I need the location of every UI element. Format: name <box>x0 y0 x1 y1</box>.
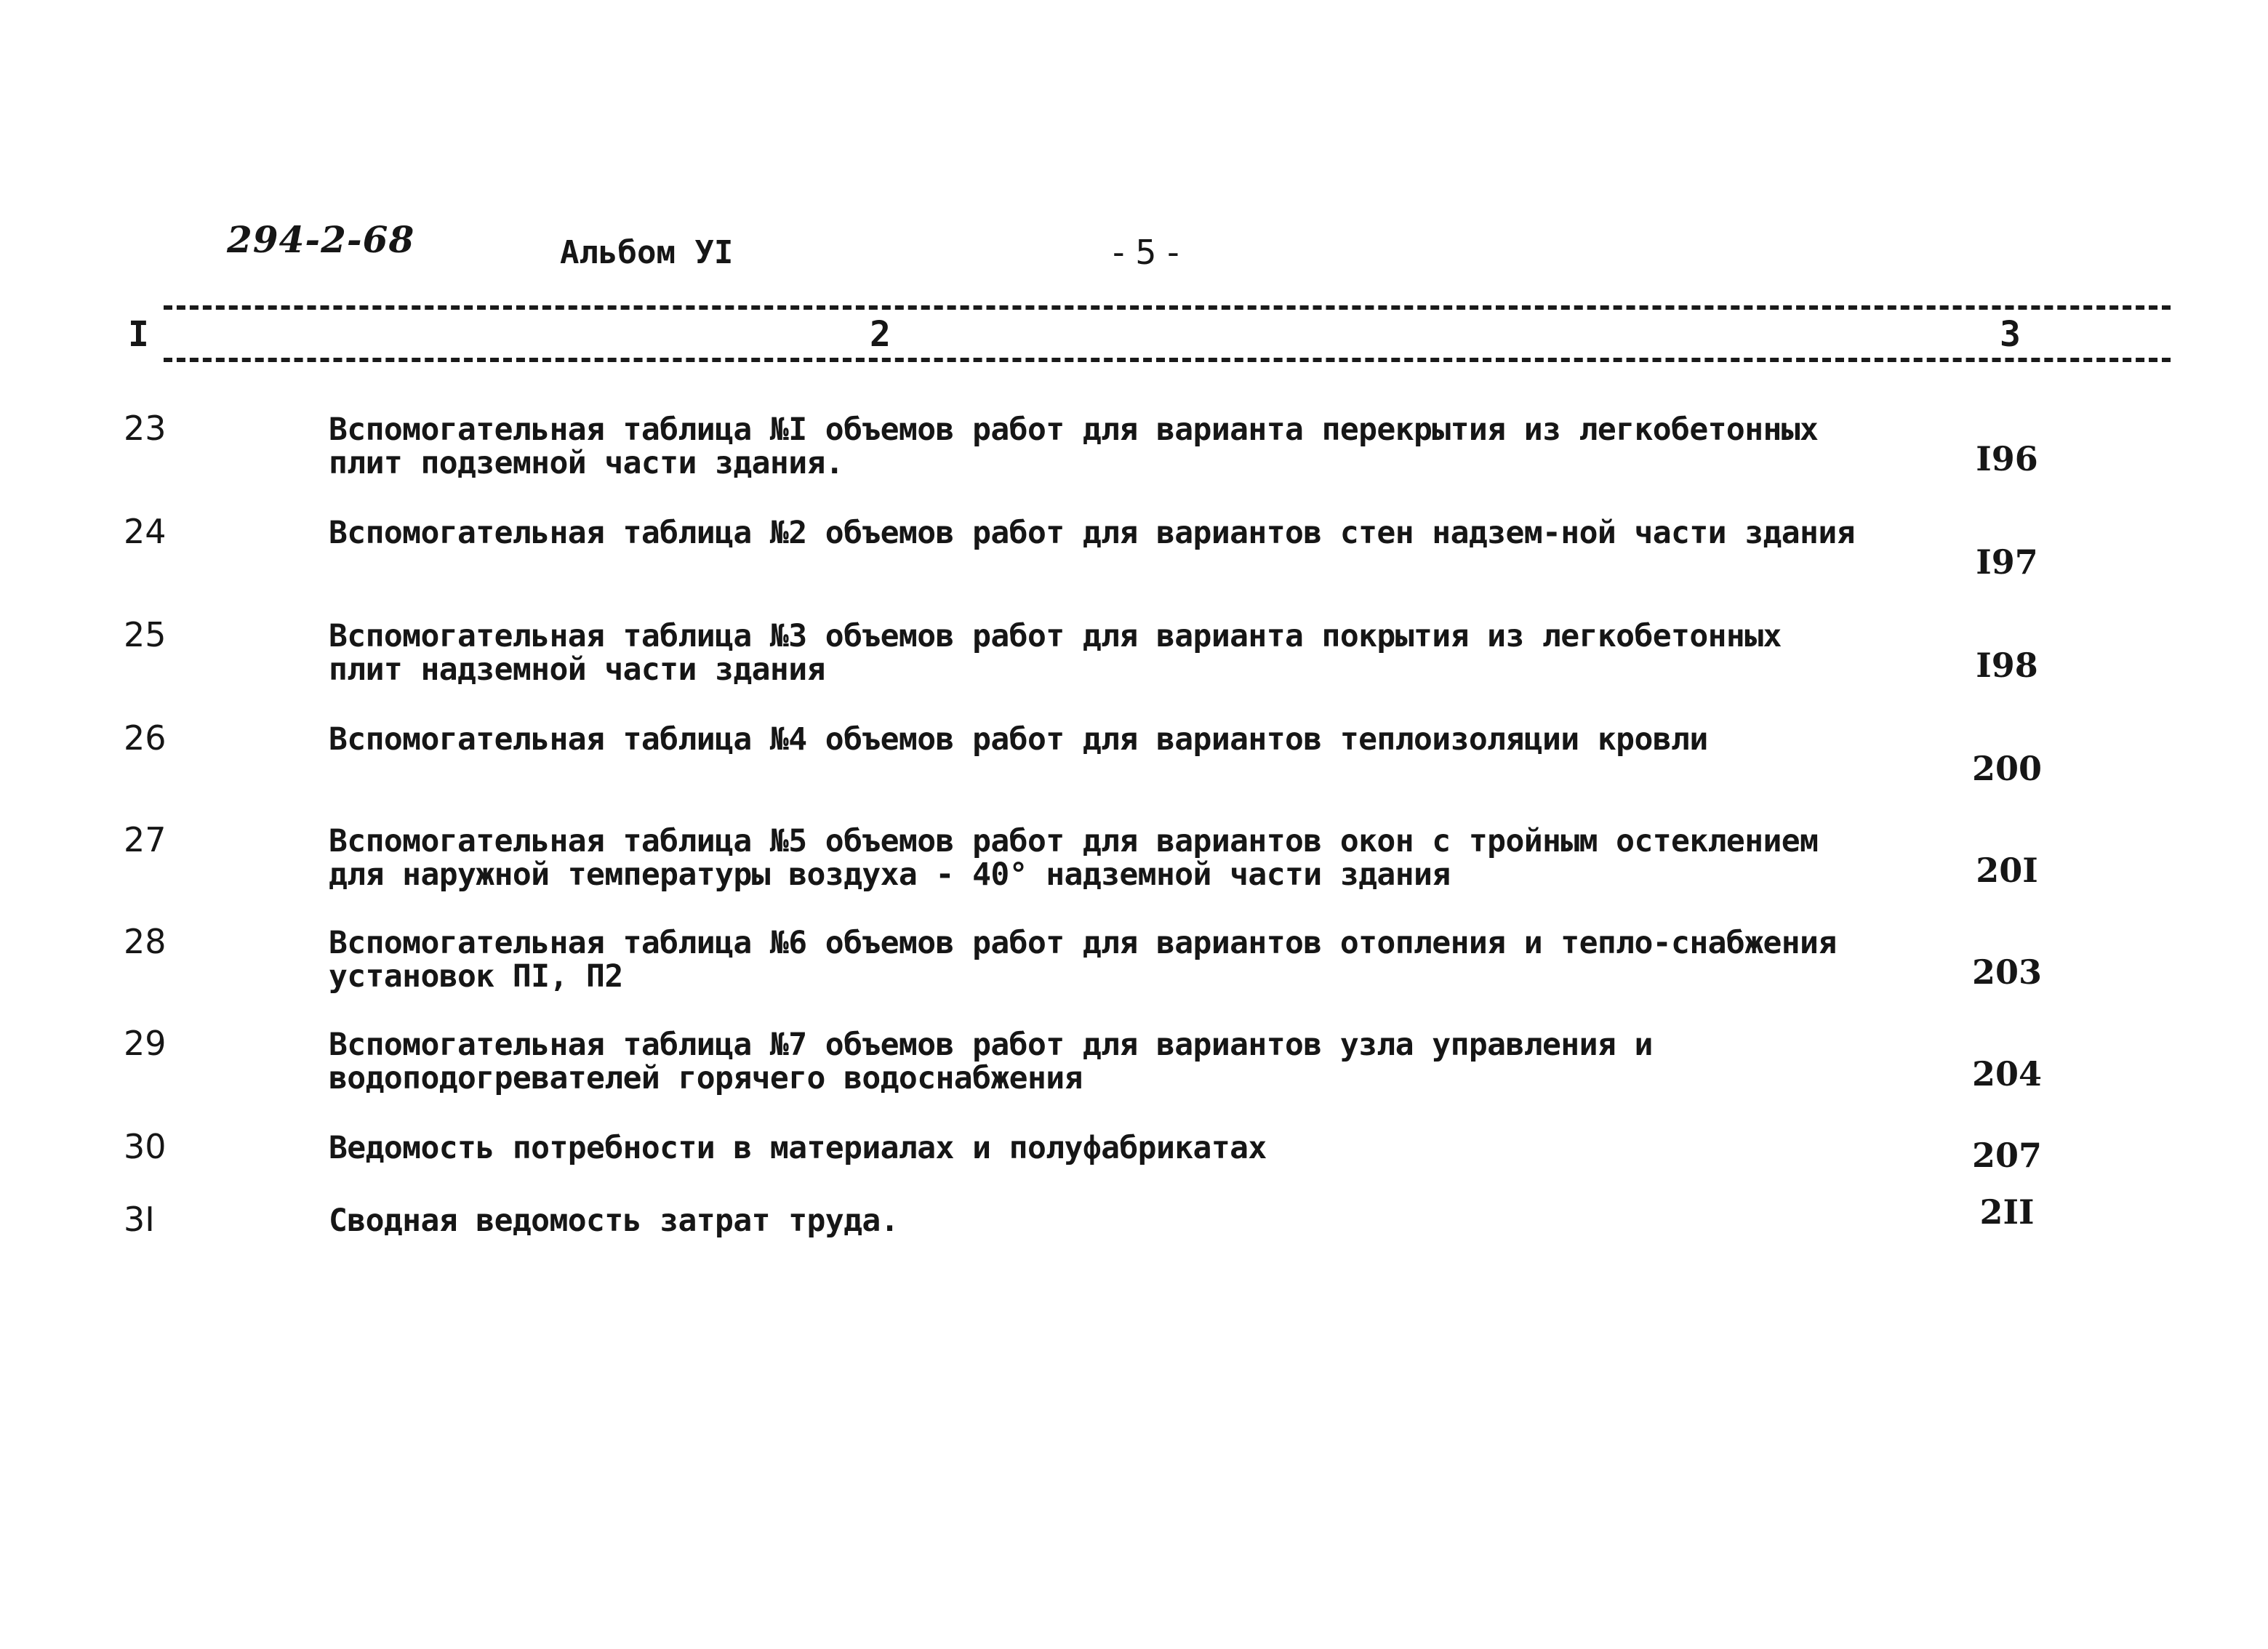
row-number: 30 <box>124 1127 167 1166</box>
row-page: 2II <box>1979 1192 2035 1232</box>
page-number: - 5 - <box>1113 233 1179 272</box>
table-row <box>0 1024 2268 1111</box>
row-number: 23 <box>124 409 167 448</box>
row-number: 3I <box>124 1200 155 1239</box>
row-page: 20I <box>1976 851 2038 890</box>
row-description: Вспомогательная таблица №I объемов работ для варианта перекрытия из легкобетонных плит подземной части здания. <box>329 412 1837 481</box>
row-page: I98 <box>1976 646 2038 685</box>
row-page: I97 <box>1976 542 2038 582</box>
dashed-rule-top <box>164 305 2171 310</box>
row-page: 207 <box>1971 1136 2043 1175</box>
row-description: Вспомогательная таблица №5 объемов работ для вариантов окон с тройным остеклением для наружной температуры воздуха - 40° надземной части здания <box>329 823 1837 893</box>
table-row <box>0 820 2268 907</box>
column-header-3: 3 <box>1997 314 2024 355</box>
row-number: 29 <box>124 1024 167 1063</box>
row-number: 24 <box>124 512 167 551</box>
row-number: 26 <box>124 718 167 758</box>
column-header-1: I <box>125 314 152 355</box>
row-description: Вспомогательная таблица №4 объемов работ для вариантов теплоизоляции кровли <box>329 721 1708 758</box>
table-row <box>0 512 2268 599</box>
document-code: 294-2-68 <box>227 218 415 261</box>
album-title: Альбом УI <box>560 234 734 271</box>
table-row <box>0 922 2268 1009</box>
dashed-rule-bottom <box>164 358 2171 362</box>
row-description: Вспомогательная таблица №3 объемов работ для варианта покрытия из легкобетонных плит надземной части здания <box>329 618 1800 688</box>
row-number: 25 <box>124 615 167 654</box>
table-row <box>0 409 2268 496</box>
row-number: 28 <box>124 922 167 961</box>
table-row <box>0 1192 2268 1287</box>
row-description: Вспомогательная таблица №2 объемов работ для вариантов стен надзем-ной части здания <box>329 515 1855 551</box>
column-header-2: 2 <box>867 314 894 355</box>
table-row <box>0 615 2268 702</box>
row-page: 203 <box>1971 952 2043 992</box>
row-number: 27 <box>124 820 167 859</box>
row-description: Вспомогательная таблица №7 объемов работ для вариантов узла управления и водоподогревателей горячего водоснабжения <box>329 1027 1672 1096</box>
row-description: Сводная ведомость затрат труда. <box>329 1203 899 1239</box>
table-row <box>0 718 2268 806</box>
row-description: Ведомость потребности в материалах и полуфабрикатах <box>329 1130 1267 1166</box>
row-page: I96 <box>1976 439 2038 478</box>
row-page: 204 <box>1971 1054 2043 1094</box>
row-page: 200 <box>1971 749 2043 788</box>
row-description: Вспомогательная таблица №6 объемов работ для вариантов отопления и тепло-снабжения установок ПI, П2 <box>329 925 1855 995</box>
